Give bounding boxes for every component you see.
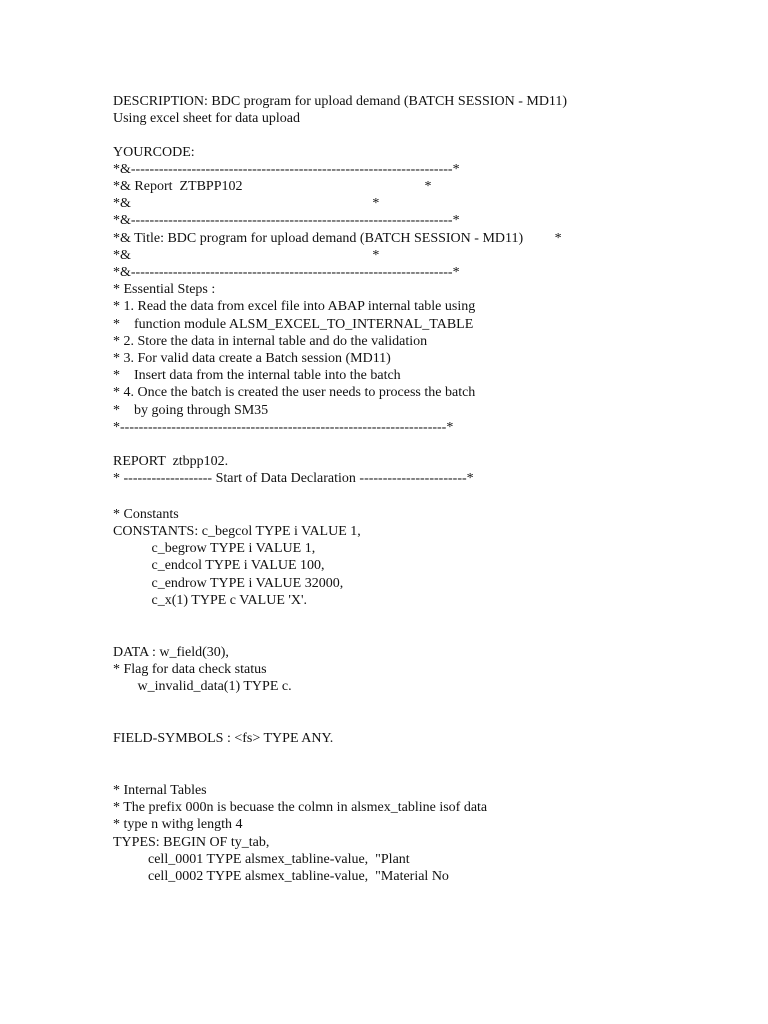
yourcode-heading: YOURCODE: (113, 145, 195, 160)
code-line: DATA : w_field(30), (113, 645, 229, 660)
code-line: *&---------------------------------------------------------------------* (113, 265, 460, 280)
code-line: *& * (113, 196, 380, 211)
description-line: DESCRIPTION: BDC program for upload demand (BATCH SESSION - MD11) (113, 94, 568, 109)
code-line: c_x(1) TYPE c VALUE 'X'. (113, 593, 308, 608)
code-line: c_endrow TYPE i VALUE 32000, (113, 576, 344, 591)
code-line: cell_0001 TYPE alsmex_tabline-value, "Plant (113, 852, 410, 867)
code-line: c_endcol TYPE i VALUE 100, (113, 558, 325, 573)
code-line: *&---------------------------------------------------------------------* (113, 213, 460, 228)
code-line: * Essential Steps : (113, 282, 216, 297)
code-line: * 4. Once the batch is created the user needs to process the batch (113, 385, 476, 400)
code-line: * 2. Store the data in internal table and do the validation (113, 334, 428, 349)
code-line: FIELD-SYMBOLS : <fs> TYPE ANY. (113, 731, 334, 746)
code-line: *& * (113, 248, 380, 263)
code-line: * 3. For valid data create a Batch session (MD11) (113, 351, 391, 366)
code-line: *& Title: BDC program for upload demand (BATCH SESSION - MD11) * (113, 231, 562, 246)
code-line: * by going through SM35 (113, 403, 269, 418)
code-line: *& Report ZTBPP102 * (113, 179, 432, 194)
code-line: * Insert data from the internal table into the batch (113, 368, 401, 383)
code-line: *----------------------------------------------------------------------* (113, 420, 454, 435)
code-line: * Internal Tables (113, 783, 207, 798)
code-line: cell_0002 TYPE alsmex_tabline-value, "Material No (113, 869, 449, 884)
code-line: * 1. Read the data from excel file into ABAP internal table using (113, 299, 476, 314)
code-line: * function module ALSM_EXCEL_TO_INTERNAL_TABLE (113, 317, 474, 332)
code-line: w_invalid_data(1) TYPE c. (113, 679, 292, 694)
code-line: REPORT ztbpp102. (113, 454, 229, 469)
code-line: c_begrow TYPE i VALUE 1, (113, 541, 316, 556)
code-line: * Flag for data check status (113, 662, 267, 677)
code-line: * ------------------- Start of Data Declaration -----------------------* (113, 471, 474, 486)
code-line: * Constants (113, 507, 179, 522)
code-line: TYPES: BEGIN OF ty_tab, (113, 835, 270, 850)
code-line: *&---------------------------------------------------------------------* (113, 162, 460, 177)
description-line-2: Using excel sheet for data upload (113, 111, 300, 126)
code-line: * type n withg length 4 (113, 817, 243, 832)
code-line: CONSTANTS: c_begcol TYPE i VALUE 1, (113, 524, 361, 539)
code-line: * The prefix 000n is becuase the colmn in alsmex_tabline isof data (113, 800, 488, 815)
